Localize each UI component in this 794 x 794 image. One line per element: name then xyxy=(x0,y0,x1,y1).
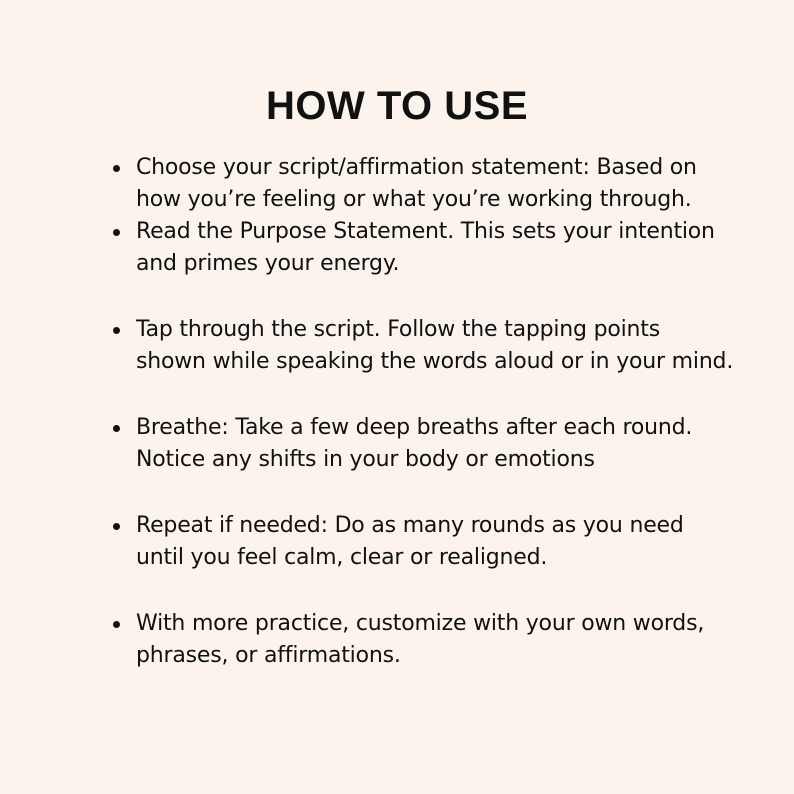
list-item-breathe xyxy=(0,412,736,476)
list-item-text: Tap through the script. Follow the tapping points shown while speaking the words aloud or in your mind. xyxy=(136,317,734,374)
instructions-list xyxy=(0,152,794,672)
page-title: HOW TO USE xyxy=(265,84,529,128)
list-item-read-purpose xyxy=(0,216,736,280)
list-item-customize xyxy=(0,608,736,672)
list-item-text: Choose your script/affirmation statement: Based on how you’re feeling or what you’re working through. xyxy=(136,155,697,212)
list-item-choose-script xyxy=(0,152,736,216)
list-item-repeat xyxy=(0,510,736,574)
bullet-icon xyxy=(113,523,120,530)
list-item-text: With more practice, customize with your own words, phrases, or affirmations. xyxy=(136,611,705,668)
bullet-icon xyxy=(113,327,120,334)
list-item-text: Repeat if needed: Do as many rounds as you need until you feel calm, clear or realigned. xyxy=(136,513,684,570)
bullet-icon xyxy=(113,229,120,236)
bullet-icon xyxy=(113,165,120,172)
list-item-text: Breathe: Take a few deep breaths after each round. Notice any shifts in your body or emotions xyxy=(136,415,693,472)
list-item-text: Read the Purpose Statement. This sets your intention and primes your energy. xyxy=(136,219,715,276)
bullet-icon xyxy=(113,621,120,628)
list-item-tap-through xyxy=(0,314,736,378)
bullet-icon xyxy=(113,425,120,432)
